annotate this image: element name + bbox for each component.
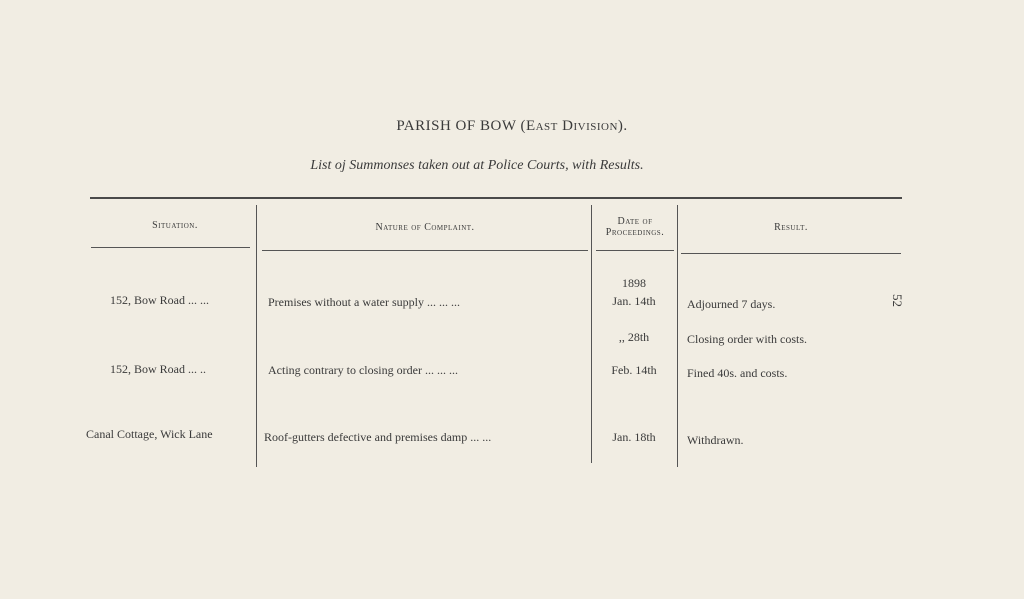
header-complaint: Nature of Complaint. — [375, 222, 475, 233]
row2-result: Closing order with costs. — [687, 332, 807, 346]
header-result: Result. — [774, 222, 808, 233]
header-rule-complaint — [262, 250, 588, 251]
row1-date: Jan. 14th — [612, 294, 656, 308]
row4-date: Jan. 18th — [612, 430, 656, 444]
column-divider-1 — [256, 205, 257, 467]
header-rule-situation — [91, 247, 250, 248]
row3-situation: 152, Bow Road ... .. — [110, 362, 206, 376]
row1-complaint: Premises without a water supply ... ... ... — [268, 295, 460, 309]
title-division: (East Division). — [520, 118, 628, 134]
header-situation: Situation. — [152, 220, 198, 231]
row3-result: Fined 40s. and costs. — [687, 366, 788, 380]
row2-date: ,, 28th — [618, 330, 650, 344]
header-rule-date — [596, 250, 674, 251]
table-top-rule — [90, 197, 902, 199]
row3-date: Feb. 14th — [611, 363, 657, 377]
header-date — [594, 216, 676, 238]
header-date-line2: Proceedings. — [605, 227, 665, 238]
column-divider-2 — [591, 205, 592, 463]
row3-complaint: Acting contrary to closing order ... ... ... — [268, 363, 458, 377]
title-main: PARISH OF BOW — [396, 118, 517, 134]
row1-situation: 152, Bow Road ... ... — [110, 293, 209, 307]
row4-complaint: Roof-gutters defective and premises damp ... ... — [264, 430, 492, 444]
row4-situation: Canal Cottage, Wick Lane — [86, 427, 213, 441]
page-number: 52 — [890, 294, 905, 307]
header-date-line1: Date of — [617, 216, 653, 227]
year-label: 1898 — [622, 276, 646, 290]
column-divider-3 — [677, 205, 678, 467]
row1-result: Adjourned 7 days. — [687, 297, 776, 311]
page-subtitle: List oj Summonses taken out at Police Courts, with Results. — [310, 158, 644, 173]
page-title — [0, 118, 1024, 135]
header-rule-result — [681, 253, 901, 254]
row4-result: Withdrawn. — [687, 433, 744, 447]
